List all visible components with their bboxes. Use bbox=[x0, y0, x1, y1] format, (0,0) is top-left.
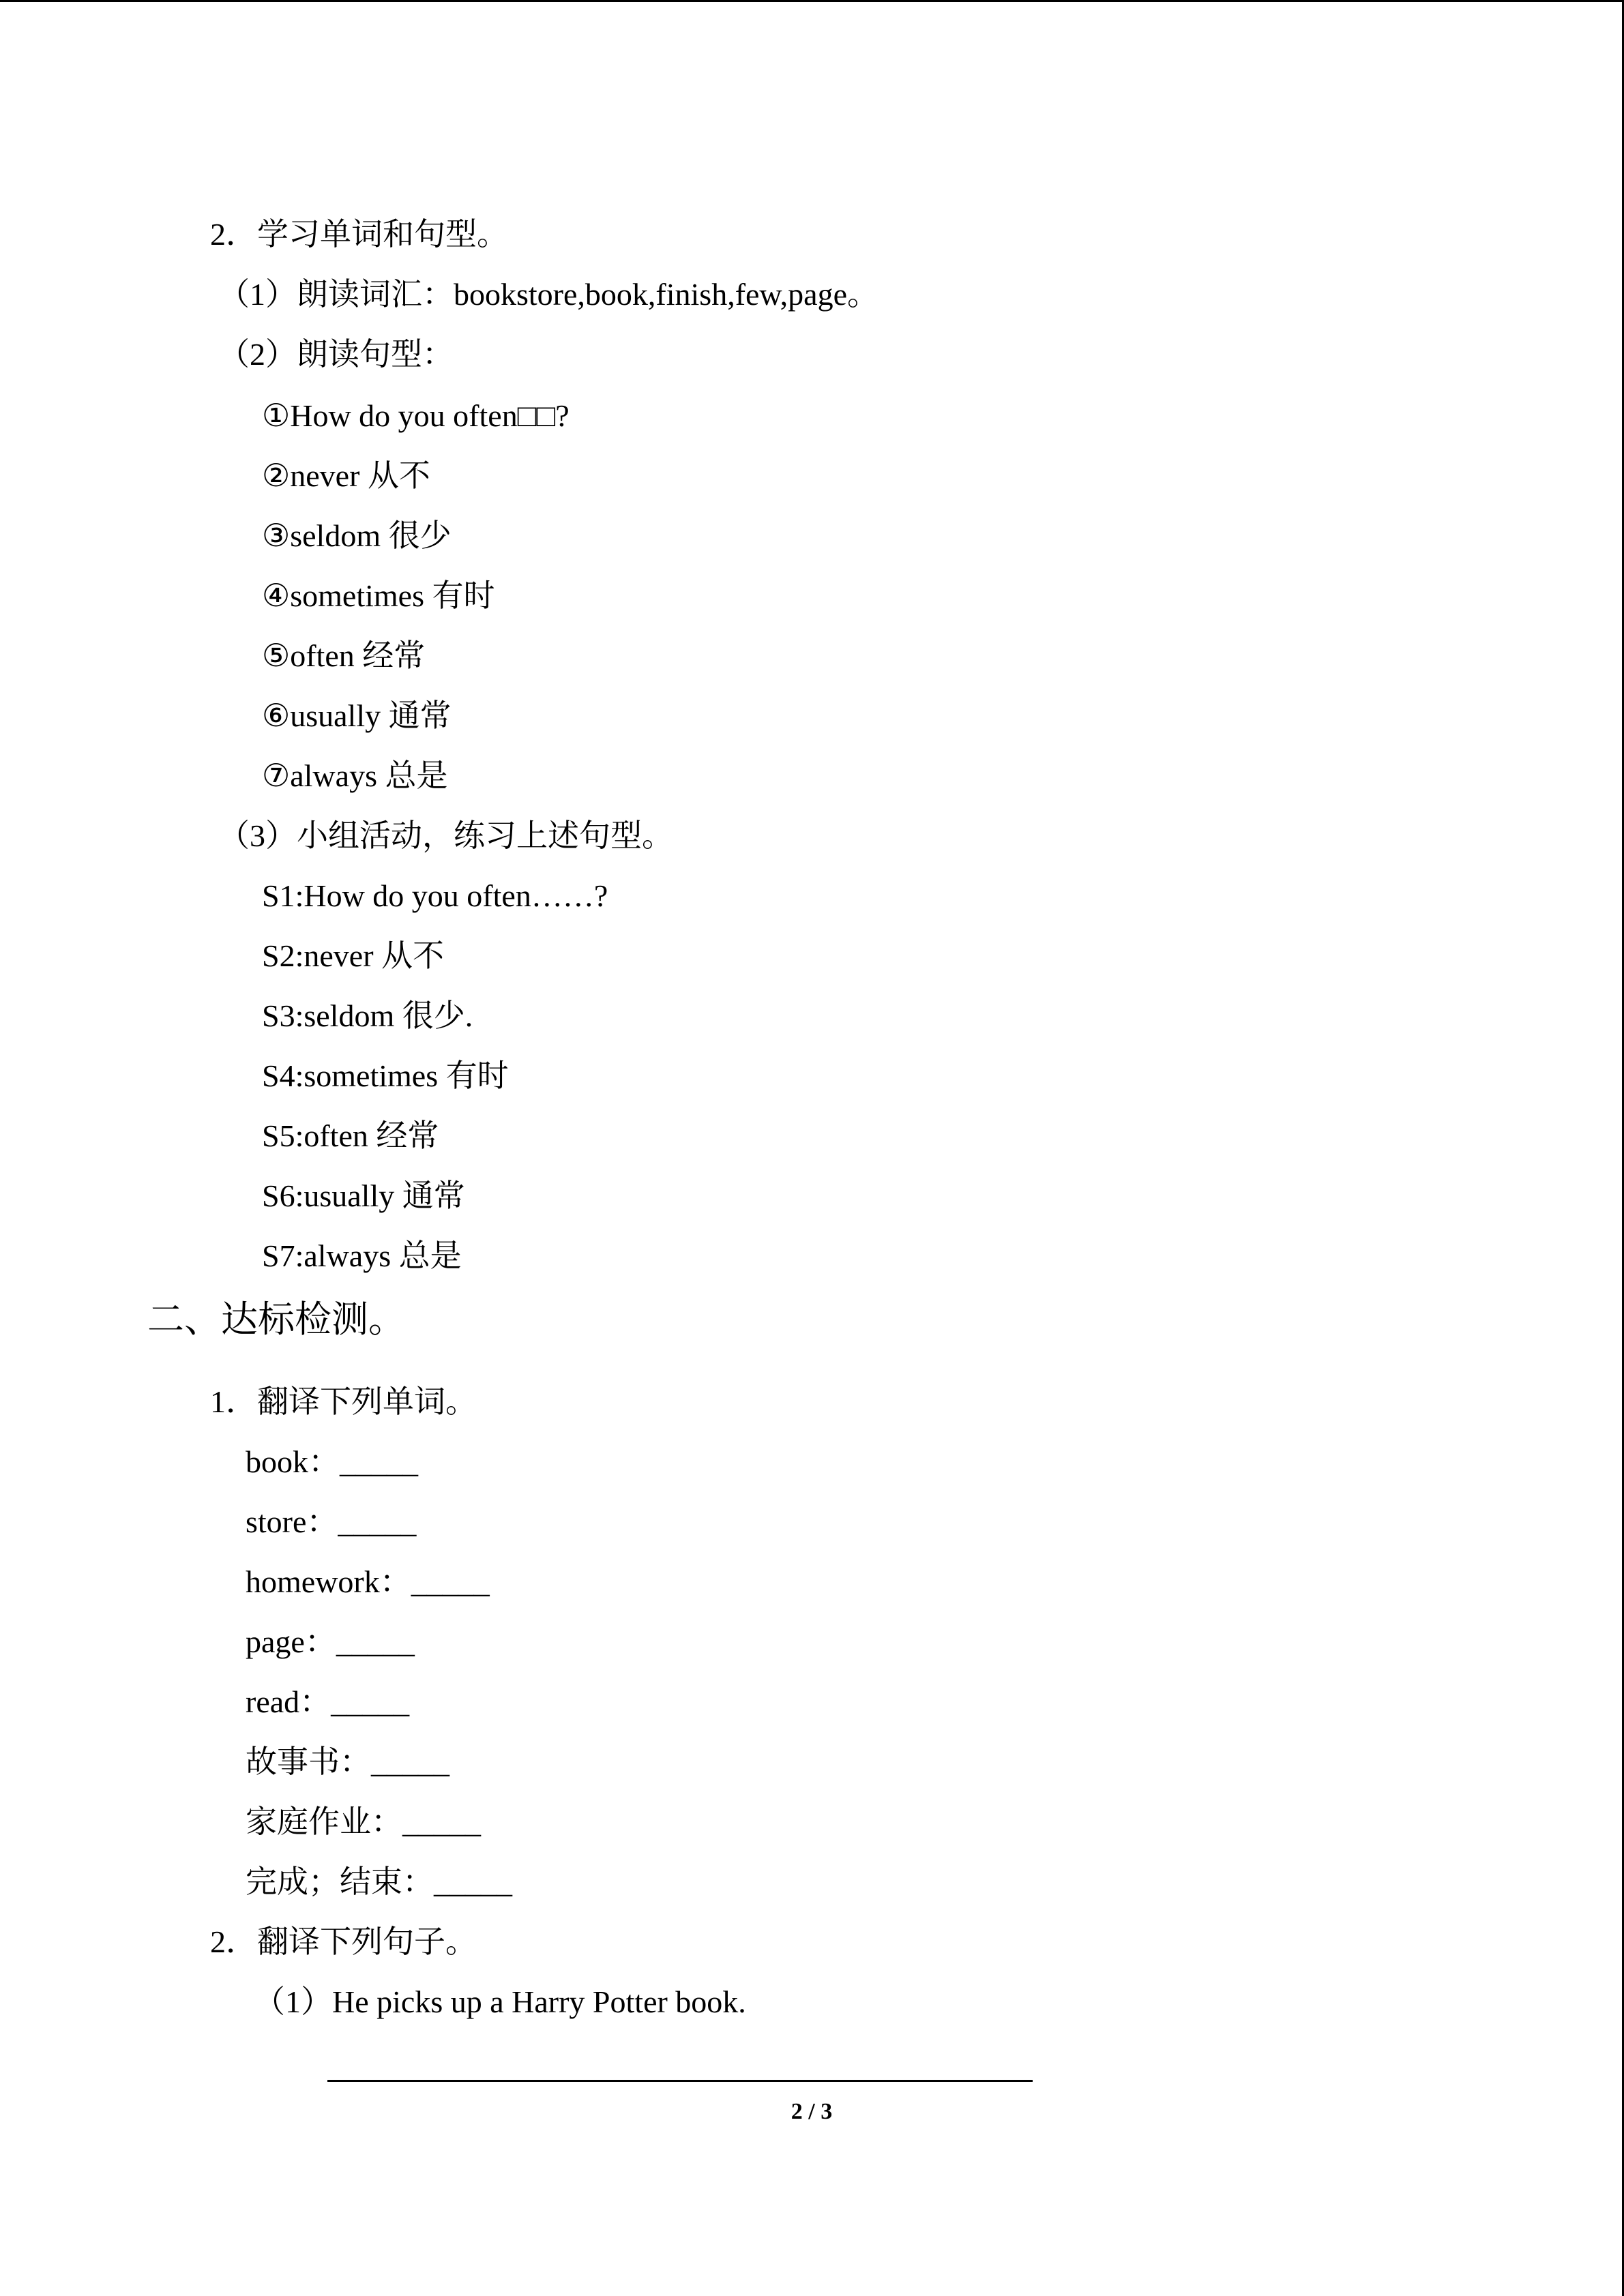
group-activity-heading: （3）小组活动，练习上述句型。 bbox=[218, 818, 673, 853]
dialogue-line: S4:sometimes 有时 bbox=[262, 1058, 509, 1093]
page-number: 2 / 3 bbox=[791, 2099, 833, 2124]
word-blank: page：_____ bbox=[246, 1624, 415, 1659]
word-blank: read：_____ bbox=[246, 1684, 410, 1719]
pattern-item: ④sometimes 有时 bbox=[262, 578, 495, 613]
item-2-title: 2．学习单词和句型。 bbox=[210, 217, 508, 252]
word-blank: 家庭作业：_____ bbox=[246, 1804, 481, 1839]
answer-line bbox=[327, 2080, 1033, 2082]
pattern-heading: （2）朗读句型： bbox=[218, 337, 454, 372]
pattern-item: ①How do you often□□? bbox=[262, 398, 570, 433]
word-blank: 完成；结束：_____ bbox=[246, 1864, 512, 1899]
pattern-item: ⑥usually 通常 bbox=[262, 698, 452, 733]
dialogue-line: S6:usually 通常 bbox=[262, 1178, 465, 1213]
word-blank: 故事书：_____ bbox=[246, 1744, 449, 1779]
vocabulary-line: （1）朗读词汇：bookstore,book,finish,few,page。 bbox=[218, 277, 879, 312]
dialogue-line: S2:never 从不 bbox=[262, 938, 445, 973]
item-1-title: 1．翻译下列单词。 bbox=[210, 1384, 477, 1419]
dialogue-line: S3:seldom 很少. bbox=[262, 998, 473, 1033]
word-blank: book：_____ bbox=[246, 1444, 418, 1479]
pattern-item: ⑤often 经常 bbox=[262, 638, 426, 673]
pattern-item: ③seldom 很少 bbox=[262, 518, 452, 553]
sentence-item: （1）He picks up a Harry Potter book. bbox=[254, 1984, 746, 2019]
item-2-title: 2．翻译下列句子。 bbox=[210, 1924, 477, 1959]
word-blank: homework：_____ bbox=[246, 1564, 490, 1599]
pattern-item: ②never 从不 bbox=[262, 458, 430, 493]
dialogue-line: S7:always 总是 bbox=[262, 1238, 462, 1273]
top-border-line bbox=[0, 0, 1624, 2]
dialogue-line: S5:often 经常 bbox=[262, 1118, 439, 1153]
word-blank: store：_____ bbox=[246, 1504, 417, 1539]
pattern-item: ⑦always 总是 bbox=[262, 758, 448, 793]
dialogue-line: S1:How do you often……? bbox=[262, 878, 608, 913]
section-heading: 二、达标检测。 bbox=[147, 1299, 405, 1340]
